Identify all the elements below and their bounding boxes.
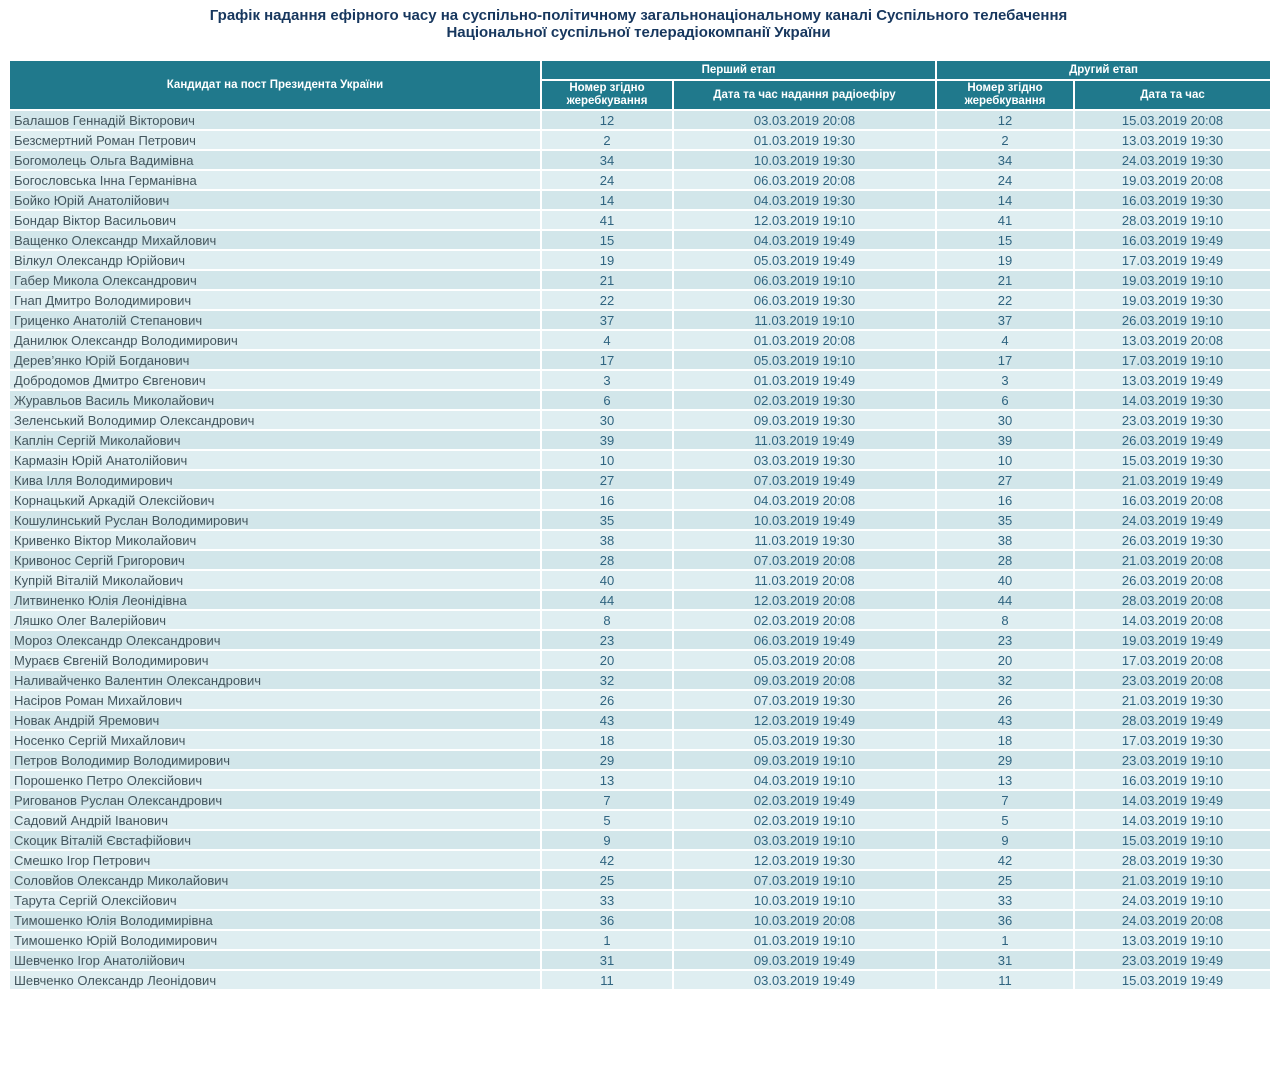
stage1-number-cell: 19 (541, 250, 673, 270)
stage2-datetime-cell: 23.03.2019 19:10 (1074, 750, 1271, 770)
stage2-number-cell: 22 (936, 290, 1074, 310)
candidate-name-cell: Кошулинський Руслан Володимирович (9, 510, 541, 530)
table-row (9, 870, 1271, 890)
stage2-number-cell: 17 (936, 350, 1074, 370)
table-row (9, 790, 1271, 810)
stage1-datetime-cell: 03.03.2019 19:30 (673, 450, 936, 470)
stage2-datetime-cell: 23.03.2019 19:30 (1074, 410, 1271, 430)
stage2-number-cell: 21 (936, 270, 1074, 290)
column-group-stage1: Перший етап (541, 60, 936, 80)
stage1-datetime-cell: 05.03.2019 19:49 (673, 250, 936, 270)
table-row (9, 450, 1271, 470)
candidate-name-cell: Гриценко Анатолій Степанович (9, 310, 541, 330)
stage2-number-cell: 35 (936, 510, 1074, 530)
stage2-datetime-cell: 16.03.2019 19:30 (1074, 190, 1271, 210)
table-row (9, 110, 1271, 130)
candidate-name-cell: Шевченко Олександр Леонідович (9, 970, 541, 990)
stage2-datetime-cell: 15.03.2019 19:30 (1074, 450, 1271, 470)
stage2-datetime-cell: 28.03.2019 19:10 (1074, 210, 1271, 230)
stage2-datetime-cell: 23.03.2019 19:49 (1074, 950, 1271, 970)
table-row (9, 970, 1271, 990)
stage2-datetime-cell: 14.03.2019 19:30 (1074, 390, 1271, 410)
table-row (9, 490, 1271, 510)
stage2-datetime-cell: 14.03.2019 19:10 (1074, 810, 1271, 830)
stage2-datetime-cell: 21.03.2019 19:49 (1074, 470, 1271, 490)
stage2-number-cell: 18 (936, 730, 1074, 750)
stage1-number-cell: 31 (541, 950, 673, 970)
stage2-number-cell: 19 (936, 250, 1074, 270)
stage2-number-cell: 10 (936, 450, 1074, 470)
candidate-name-cell: Купрій Віталій Миколайович (9, 570, 541, 590)
stage2-number-cell: 5 (936, 810, 1074, 830)
stage1-number-cell: 9 (541, 830, 673, 850)
stage2-number-cell: 39 (936, 430, 1074, 450)
stage2-number-cell: 3 (936, 370, 1074, 390)
candidate-name-cell: Шевченко Ігор Анатолійович (9, 950, 541, 970)
column-group-stage2: Другий етап (936, 60, 1271, 80)
stage2-number-cell: 41 (936, 210, 1074, 230)
candidate-name-cell: Насіров Роман Михайлович (9, 690, 541, 710)
stage1-datetime-cell: 03.03.2019 20:08 (673, 110, 936, 130)
candidate-name-cell: Тарута Сергій Олексійович (9, 890, 541, 910)
table-row (9, 310, 1271, 330)
stage1-number-cell: 23 (541, 630, 673, 650)
table-row (9, 410, 1271, 430)
stage2-number-cell: 31 (936, 950, 1074, 970)
column-header-candidate: Кандидат на пост Президента України (9, 60, 541, 110)
table-row (9, 890, 1271, 910)
stage2-datetime-cell: 28.03.2019 19:30 (1074, 850, 1271, 870)
table-body (9, 110, 1271, 990)
stage1-number-cell: 40 (541, 570, 673, 590)
stage1-number-cell: 35 (541, 510, 673, 530)
stage2-number-cell: 11 (936, 970, 1074, 990)
stage2-datetime-cell: 13.03.2019 19:10 (1074, 930, 1271, 950)
candidate-name-cell: Корнацький Аркадій Олексійович (9, 490, 541, 510)
stage1-number-cell: 43 (541, 710, 673, 730)
candidate-name-cell: Богомолець Ольга Вадимівна (9, 150, 541, 170)
stage1-datetime-cell: 11.03.2019 19:49 (673, 430, 936, 450)
stage1-number-cell: 44 (541, 590, 673, 610)
page-title-line1: Графік надання ефірного часу на суспільно-політичному загальнонаціональному каналі Суспільного телебачення (209, 7, 1068, 24)
table-row (9, 170, 1271, 190)
stage2-number-cell: 27 (936, 470, 1074, 490)
stage2-number-cell: 2 (936, 130, 1074, 150)
table-row (9, 150, 1271, 170)
stage1-number-cell: 20 (541, 650, 673, 670)
stage1-datetime-cell: 04.03.2019 20:08 (673, 490, 936, 510)
stage1-datetime-cell: 01.03.2019 19:30 (673, 130, 936, 150)
stage1-datetime-cell: 11.03.2019 19:10 (673, 310, 936, 330)
stage1-number-cell: 34 (541, 150, 673, 170)
stage2-datetime-cell: 13.03.2019 20:08 (1074, 330, 1271, 350)
table-row (9, 610, 1271, 630)
table-row (9, 690, 1271, 710)
table-row (9, 850, 1271, 870)
stage2-datetime-cell: 24.03.2019 19:49 (1074, 510, 1271, 530)
stage1-datetime-cell: 01.03.2019 20:08 (673, 330, 936, 350)
stage2-number-cell: 42 (936, 850, 1074, 870)
table-row (9, 230, 1271, 250)
header-group-row (9, 60, 1271, 80)
stage2-datetime-cell: 14.03.2019 19:49 (1074, 790, 1271, 810)
table-row (9, 650, 1271, 670)
candidate-name-cell: Дерев’янко Юрій Богданович (9, 350, 541, 370)
table-row (9, 390, 1271, 410)
stage1-datetime-cell: 06.03.2019 20:08 (673, 170, 936, 190)
stage2-number-cell: 30 (936, 410, 1074, 430)
stage1-number-cell: 3 (541, 370, 673, 390)
stage2-datetime-cell: 13.03.2019 19:30 (1074, 130, 1271, 150)
stage1-datetime-cell: 03.03.2019 19:49 (673, 970, 936, 990)
table-row (9, 570, 1271, 590)
stage1-datetime-cell: 10.03.2019 19:10 (673, 890, 936, 910)
table-row (9, 510, 1271, 530)
table-row (9, 810, 1271, 830)
stage2-number-cell: 13 (936, 770, 1074, 790)
candidate-name-cell: Тимошенко Юрій Володимирович (9, 930, 541, 950)
stage2-datetime-cell: 24.03.2019 19:10 (1074, 890, 1271, 910)
table-row (9, 710, 1271, 730)
candidate-name-cell: Данилюк Олександр Володимирович (9, 330, 541, 350)
candidate-name-cell: Смешко Ігор Петрович (9, 850, 541, 870)
candidate-name-cell: Садовий Андрій Іванович (9, 810, 541, 830)
candidate-name-cell: Соловйов Олександр Миколайович (9, 870, 541, 890)
stage2-datetime-cell: 28.03.2019 19:49 (1074, 710, 1271, 730)
table-row (9, 190, 1271, 210)
page-title-line2: Національної суспільної телерадіокомпанії України (446, 24, 831, 41)
stage2-number-cell: 38 (936, 530, 1074, 550)
stage1-number-cell: 16 (541, 490, 673, 510)
stage1-datetime-cell: 12.03.2019 19:10 (673, 210, 936, 230)
stage2-datetime-cell: 15.03.2019 20:08 (1074, 110, 1271, 130)
stage1-number-cell: 12 (541, 110, 673, 130)
stage1-datetime-cell: 06.03.2019 19:49 (673, 630, 936, 650)
stage2-datetime-cell: 21.03.2019 19:30 (1074, 690, 1271, 710)
stage2-number-cell: 34 (936, 150, 1074, 170)
stage1-number-cell: 41 (541, 210, 673, 230)
candidate-name-cell: Порошенко Петро Олексійович (9, 770, 541, 790)
stage2-datetime-cell: 28.03.2019 20:08 (1074, 590, 1271, 610)
candidate-name-cell: Безсмертний Роман Петрович (9, 130, 541, 150)
stage1-datetime-cell: 04.03.2019 19:30 (673, 190, 936, 210)
stage2-datetime-cell: 19.03.2019 20:08 (1074, 170, 1271, 190)
stage2-number-cell: 43 (936, 710, 1074, 730)
candidate-name-cell: Богословська Інна Германівна (9, 170, 541, 190)
candidate-name-cell: Литвиненко Юлія Леонідівна (9, 590, 541, 610)
table-row (9, 830, 1271, 850)
candidate-name-cell: Ващенко Олександр Михайлович (9, 230, 541, 250)
candidate-name-cell: Добродомов Дмитро Євгенович (9, 370, 541, 390)
candidate-name-cell: Носенко Сергій Михайлович (9, 730, 541, 750)
stage1-datetime-cell: 12.03.2019 19:30 (673, 850, 936, 870)
stage1-number-cell: 26 (541, 690, 673, 710)
stage1-datetime-cell: 12.03.2019 19:49 (673, 710, 936, 730)
stage2-datetime-cell: 17.03.2019 19:49 (1074, 250, 1271, 270)
stage1-number-cell: 33 (541, 890, 673, 910)
column-header-stage2-number: Номер згідно жеребкування (936, 80, 1074, 110)
stage1-datetime-cell: 07.03.2019 20:08 (673, 550, 936, 570)
stage1-number-cell: 6 (541, 390, 673, 410)
stage1-datetime-cell: 09.03.2019 20:08 (673, 670, 936, 690)
stage1-number-cell: 37 (541, 310, 673, 330)
table-row (9, 770, 1271, 790)
stage2-datetime-cell: 16.03.2019 20:08 (1074, 490, 1271, 510)
stage2-number-cell: 40 (936, 570, 1074, 590)
stage2-datetime-cell: 21.03.2019 20:08 (1074, 550, 1271, 570)
table-row (9, 130, 1271, 150)
stage1-number-cell: 10 (541, 450, 673, 470)
candidate-name-cell: Зеленський Володимир Олександрович (9, 410, 541, 430)
stage1-datetime-cell: 02.03.2019 19:30 (673, 390, 936, 410)
stage1-number-cell: 1 (541, 930, 673, 950)
candidate-name-cell: Кармазін Юрій Анатолійович (9, 450, 541, 470)
column-header-stage1-datetime: Дата та час надання радіоефіру (673, 80, 936, 110)
stage2-datetime-cell: 19.03.2019 19:49 (1074, 630, 1271, 650)
table-row (9, 330, 1271, 350)
stage1-datetime-cell: 10.03.2019 19:49 (673, 510, 936, 530)
stage2-number-cell: 24 (936, 170, 1074, 190)
stage1-datetime-cell: 10.03.2019 19:30 (673, 150, 936, 170)
stage1-number-cell: 29 (541, 750, 673, 770)
stage2-datetime-cell: 15.03.2019 19:49 (1074, 970, 1271, 990)
candidate-name-cell: Кива Ілля Володимирович (9, 470, 541, 490)
stage1-number-cell: 36 (541, 910, 673, 930)
stage1-number-cell: 4 (541, 330, 673, 350)
stage2-number-cell: 15 (936, 230, 1074, 250)
candidate-name-cell: Ляшко Олег Валерійович (9, 610, 541, 630)
stage1-datetime-cell: 09.03.2019 19:10 (673, 750, 936, 770)
stage2-number-cell: 36 (936, 910, 1074, 930)
stage2-number-cell: 33 (936, 890, 1074, 910)
candidate-name-cell: Журавльов Василь Миколайович (9, 390, 541, 410)
stage2-number-cell: 12 (936, 110, 1074, 130)
stage1-number-cell: 42 (541, 850, 673, 870)
stage2-number-cell: 32 (936, 670, 1074, 690)
stage2-number-cell: 14 (936, 190, 1074, 210)
stage2-datetime-cell: 14.03.2019 20:08 (1074, 610, 1271, 630)
stage2-number-cell: 26 (936, 690, 1074, 710)
stage1-number-cell: 21 (541, 270, 673, 290)
table-row (9, 930, 1271, 950)
table-row (9, 950, 1271, 970)
stage2-number-cell: 7 (936, 790, 1074, 810)
stage1-datetime-cell: 07.03.2019 19:10 (673, 870, 936, 890)
stage2-datetime-cell: 23.03.2019 20:08 (1074, 670, 1271, 690)
table-row (9, 550, 1271, 570)
stage2-number-cell: 37 (936, 310, 1074, 330)
stage1-number-cell: 14 (541, 190, 673, 210)
table-row (9, 430, 1271, 450)
stage2-number-cell: 16 (936, 490, 1074, 510)
stage1-number-cell: 38 (541, 530, 673, 550)
column-header-stage1-number: Номер згідно жеребкування (541, 80, 673, 110)
stage1-datetime-cell: 03.03.2019 19:10 (673, 830, 936, 850)
candidate-name-cell: Каплін Сергій Миколайович (9, 430, 541, 450)
stage1-datetime-cell: 11.03.2019 19:30 (673, 530, 936, 550)
stage1-datetime-cell: 02.03.2019 20:08 (673, 610, 936, 630)
stage1-number-cell: 13 (541, 770, 673, 790)
stage1-number-cell: 25 (541, 870, 673, 890)
stage1-number-cell: 22 (541, 290, 673, 310)
table-row (9, 470, 1271, 490)
stage2-datetime-cell: 17.03.2019 19:30 (1074, 730, 1271, 750)
stage2-datetime-cell: 16.03.2019 19:49 (1074, 230, 1271, 250)
stage2-number-cell: 9 (936, 830, 1074, 850)
stage1-number-cell: 7 (541, 790, 673, 810)
stage2-number-cell: 8 (936, 610, 1074, 630)
stage2-number-cell: 23 (936, 630, 1074, 650)
table-row (9, 910, 1271, 930)
table-row (9, 290, 1271, 310)
stage2-number-cell: 29 (936, 750, 1074, 770)
stage1-datetime-cell: 04.03.2019 19:10 (673, 770, 936, 790)
candidate-name-cell: Новак Андрій Яремович (9, 710, 541, 730)
stage1-number-cell: 17 (541, 350, 673, 370)
candidate-name-cell: Наливайченко Валентин Олександрович (9, 670, 541, 690)
candidate-name-cell: Бойко Юрій Анатолійович (9, 190, 541, 210)
stage1-number-cell: 32 (541, 670, 673, 690)
table-row (9, 250, 1271, 270)
stage2-datetime-cell: 17.03.2019 19:10 (1074, 350, 1271, 370)
candidate-name-cell: Бондар Віктор Васильович (9, 210, 541, 230)
table-row (9, 730, 1271, 750)
candidate-name-cell: Мураєв Євгеній Володимирович (9, 650, 541, 670)
page-title (0, 0, 1277, 41)
candidate-name-cell: Петров Володимир Володимирович (9, 750, 541, 770)
stage1-datetime-cell: 02.03.2019 19:49 (673, 790, 936, 810)
stage1-datetime-cell: 06.03.2019 19:30 (673, 290, 936, 310)
stage1-datetime-cell: 04.03.2019 19:49 (673, 230, 936, 250)
table-row (9, 630, 1271, 650)
stage2-datetime-cell: 21.03.2019 19:10 (1074, 870, 1271, 890)
stage1-datetime-cell: 01.03.2019 19:49 (673, 370, 936, 390)
stage1-number-cell: 18 (541, 730, 673, 750)
stage1-datetime-cell: 09.03.2019 19:30 (673, 410, 936, 430)
candidate-name-cell: Тимошенко Юлія Володимирівна (9, 910, 541, 930)
candidate-name-cell: Габер Микола Олександрович (9, 270, 541, 290)
stage2-datetime-cell: 19.03.2019 19:30 (1074, 290, 1271, 310)
stage1-datetime-cell: 06.03.2019 19:10 (673, 270, 936, 290)
stage1-number-cell: 24 (541, 170, 673, 190)
stage1-datetime-cell: 09.03.2019 19:49 (673, 950, 936, 970)
stage2-number-cell: 6 (936, 390, 1074, 410)
stage2-number-cell: 44 (936, 590, 1074, 610)
stage1-number-cell: 27 (541, 470, 673, 490)
table-row (9, 750, 1271, 770)
candidate-name-cell: Вілкул Олександр Юрійович (9, 250, 541, 270)
stage1-datetime-cell: 07.03.2019 19:49 (673, 470, 936, 490)
stage1-datetime-cell: 05.03.2019 20:08 (673, 650, 936, 670)
stage2-datetime-cell: 26.03.2019 19:30 (1074, 530, 1271, 550)
stage2-datetime-cell: 15.03.2019 19:10 (1074, 830, 1271, 850)
table-row (9, 670, 1271, 690)
table-row (9, 530, 1271, 550)
stage1-number-cell: 28 (541, 550, 673, 570)
stage2-datetime-cell: 16.03.2019 19:10 (1074, 770, 1271, 790)
stage1-datetime-cell: 01.03.2019 19:10 (673, 930, 936, 950)
stage1-datetime-cell: 02.03.2019 19:10 (673, 810, 936, 830)
table-row (9, 350, 1271, 370)
stage1-number-cell: 11 (541, 970, 673, 990)
stage1-number-cell: 15 (541, 230, 673, 250)
stage1-number-cell: 5 (541, 810, 673, 830)
airtime-schedule-table (8, 59, 1272, 991)
stage1-number-cell: 8 (541, 610, 673, 630)
table-row (9, 370, 1271, 390)
table-header (9, 60, 1271, 110)
stage2-datetime-cell: 26.03.2019 19:49 (1074, 430, 1271, 450)
stage1-datetime-cell: 07.03.2019 19:30 (673, 690, 936, 710)
stage2-datetime-cell: 24.03.2019 20:08 (1074, 910, 1271, 930)
candidate-name-cell: Гнап Дмитро Володимирович (9, 290, 541, 310)
stage1-datetime-cell: 11.03.2019 20:08 (673, 570, 936, 590)
stage2-number-cell: 28 (936, 550, 1074, 570)
stage1-datetime-cell: 10.03.2019 20:08 (673, 910, 936, 930)
stage1-number-cell: 30 (541, 410, 673, 430)
stage2-number-cell: 1 (936, 930, 1074, 950)
stage2-datetime-cell: 26.03.2019 20:08 (1074, 570, 1271, 590)
stage2-number-cell: 4 (936, 330, 1074, 350)
candidate-name-cell: Ригованов Руслан Олександрович (9, 790, 541, 810)
candidate-name-cell: Кривенко Віктор Миколайович (9, 530, 541, 550)
stage1-datetime-cell: 05.03.2019 19:10 (673, 350, 936, 370)
stage2-datetime-cell: 19.03.2019 19:10 (1074, 270, 1271, 290)
stage2-number-cell: 20 (936, 650, 1074, 670)
candidate-name-cell: Балашов Геннадій Вікторович (9, 110, 541, 130)
stage2-datetime-cell: 26.03.2019 19:10 (1074, 310, 1271, 330)
candidate-name-cell: Скоцик Віталій Євстафійович (9, 830, 541, 850)
table-row (9, 270, 1271, 290)
stage1-datetime-cell: 05.03.2019 19:30 (673, 730, 936, 750)
stage2-datetime-cell: 17.03.2019 20:08 (1074, 650, 1271, 670)
stage2-datetime-cell: 13.03.2019 19:49 (1074, 370, 1271, 390)
stage2-number-cell: 25 (936, 870, 1074, 890)
candidate-name-cell: Кривонос Сергій Григорович (9, 550, 541, 570)
column-header-stage2-datetime: Дата та час (1074, 80, 1271, 110)
stage2-datetime-cell: 24.03.2019 19:30 (1074, 150, 1271, 170)
table-row (9, 210, 1271, 230)
stage1-datetime-cell: 12.03.2019 20:08 (673, 590, 936, 610)
table-row (9, 590, 1271, 610)
stage1-number-cell: 2 (541, 130, 673, 150)
candidate-name-cell: Мороз Олександр Олександрович (9, 630, 541, 650)
stage1-number-cell: 39 (541, 430, 673, 450)
